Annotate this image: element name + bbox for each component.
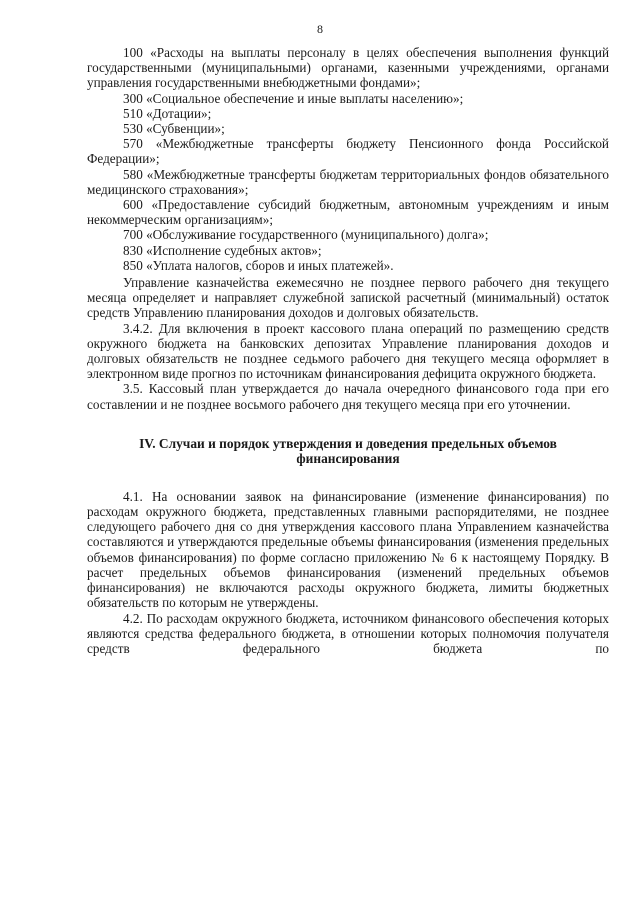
code-item-830: 830 «Исполнение судебных актов»; <box>123 242 322 258</box>
code-item-530: 530 «Субвенции»; <box>123 121 225 137</box>
code-item-600: 600 «Предоставление субсидий бюджетным, автономным учреждениям и иным некоммерческим организациям»; <box>87 197 609 228</box>
code-item-580: 580 «Межбюджетные трансферты бюджетам территориальных фондов обязательного медицинского страхования»; <box>87 166 609 197</box>
code-item-850: 850 «Уплата налогов, сборов и иных платежей». <box>123 257 394 273</box>
code-item-510: 510 «Дотации»; <box>123 105 212 121</box>
code-item-300: 300 «Социальное обеспечение и иные выплаты населению»; <box>123 90 464 106</box>
paragraph-3-5: 3.5. Кассовый план утверждается до начала очередного финансового года при его составлении и не позднее восьмого рабочего дня текущего месяца при его уточнении. <box>87 381 609 412</box>
paragraph-3-4-2: 3.4.2. Для включения в проект кассового плана операций по размещению средств окружного бюджета на банковских депозитах Управление планирования доходов и долговых обязательств не позднее седьмого рабочего дня текущего месяца оформляет в электронном виде прогноз по источникам финансирования дефицита окружного бюджета. <box>87 320 609 382</box>
paragraph-4-2: 4.2. По расходам окружного бюджета, источником финансового обеспечения которых являются средства федерального бюджета, в отношении которых полномочия получателя средств федерального бюджета по <box>87 610 609 656</box>
section-heading: IV. Случаи и порядок утверждения и доведения предельных объемов финансирования <box>139 435 557 467</box>
document-body <box>87 45 609 656</box>
code-item-700: 700 «Обслуживание государственного (муниципального) долга»; <box>123 227 489 243</box>
paragraph-4-1: 4.1. На основании заявок на финансирование (изменение финансирования) по расходам окружного бюджета, представленных главными распорядителями, не позднее следующего рабочего дня со дня утверждения кассового плана Управлением казначейства составляются и утверждаются предельные объемы финансирования (изменения предельных объемов финансирования) по форме согласно приложению № 6 к настоящему Порядку. В расчет предельных объемов финансирования (изменений предельных объемов финансирования) не включаются расходы окружного бюджета, лимиты бюджетных обязательств по которым не утверждены. <box>87 488 609 611</box>
code-item-570: 570 «Межбюджетные трансферты бюджету Пенсионного фонда Российской Федерации»; <box>87 136 609 167</box>
page-number: 8 <box>317 22 323 36</box>
code-item-100: 100 «Расходы на выплаты персоналу в целях обеспечения выполнения функций государственными (муниципальными) органами, казенными учреждениями, органами управления государственными внебюджетными фондами»; <box>87 45 609 91</box>
paragraph-treasury: Управление казначейства ежемесячно не позднее первого рабочего дня текущего месяца определяет и направляет служебной запиской расчетный (минимальный) остаток средств Управлению планирования доходов и долговых обязательств. <box>87 275 609 321</box>
